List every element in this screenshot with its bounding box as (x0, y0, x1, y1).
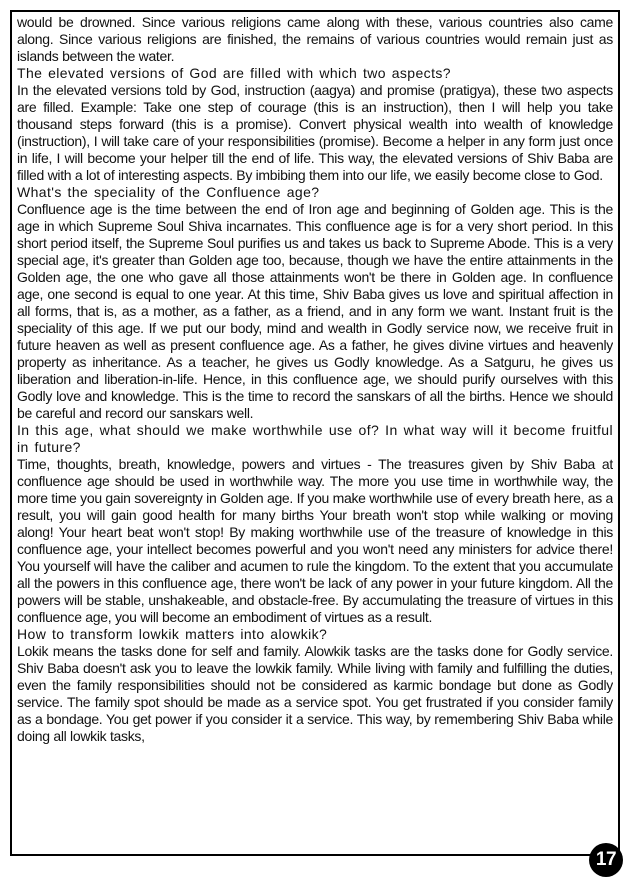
page-border (10, 10, 620, 856)
body-paragraph: would be drowned. Since various religions came along with these, various countries also came along. Since various religions are finished, the remains of various countries would remain just as islands between the water. (17, 14, 613, 64)
page-number-badge: 17 (589, 843, 623, 877)
question-heading: In this age, what should we make worthwhile use of? In what way will it become fruitful in future? (17, 422, 613, 455)
question-heading: How to transform lowkik matters into alowkik? (17, 626, 328, 642)
answer-paragraph: In the elevated versions told by God, instruction (aagya) and promise (pratigya), these two aspects are filled. Example: Take one step of courage (this is an instruction), then I will help you take thousand steps forward (this is a promise). Convert physical wealth into wealth of knowledge (instruction), I will take care of your responsibilities (promise). Become a helper in any form just once in life, I will become your helper till the end of life. This way, the elevated versions of Shiv Baba are filled with a lot of interesting aspects. By imbibing them into our life, we easily become close to God. (17, 82, 613, 183)
answer-paragraph: Lokik means the tasks done for self and family. Alowkik tasks are the tasks done for Godly service. Shiv Baba doesn't ask you to leave the lowkik family. While living with family and fulfilling the duties, even the family responsibilities should not be considered as karmic bondage but done as Godly service. The family spot should be made as a service spot. You get frustrated if you consider family as a bondage. You get power if you consider it a service. This way, by remembering Shiv Baba while doing all lowkik tasks, (17, 643, 613, 744)
question-heading: What's the speciality of the Confluence age? (17, 184, 320, 200)
question-heading: The elevated versions of God are filled with which two aspects? (17, 65, 451, 81)
answer-paragraph: Confluence age is the time between the end of Iron age and beginning of Golden age. This is the age in which Supreme Soul Shiva incarnates. This confluence age is for a very short period. In this short period itself, the Supreme Soul purifies us and takes us back to Supreme Abode. This is a very special age, it's greater than Golden age too, because, though we have the entire attainments in the Golden age, the one who gave all those attainments won't be there in Golden age. In confluence age, one second is equal to one year. At this time, Shiv Baba gives us love and spiritual affection in all forms, that is, as a mother, as a father, as a friend, and in any form we want. Instant fruit is the speciality of this age. If we put our body, mind and wealth in Godly service now, we receive fruit in future heaven as well as present confluence age. As a father, he gives divine virtues and heavenly property as inheritance. As a teacher, he gives us Godly knowledge. As a Satguru, he gives us liberation and liberation-in-life. Hence, in this confluence age, we should purify ourselves with this Godly love and knowledge. This is the time to record the sanskars of all the births. Hence we should be careful and record our sanskars well. (17, 201, 613, 421)
answer-paragraph: Time, thoughts, breath, knowledge, powers and virtues - The treasures given by Shiv Baba at confluence age should be used in worthwhile way. The more you use time in worthwhile way, the more time you gain sovereignty in Golden age. If you make worthwhile use of every breath here, as a result, you will gain good health for many births Your breath won't stop while walking or moving along! Your heart beat won't stop! By making worthwhile use of the treasure of knowledge in this confluence age, your intellect becomes powerful and you won't need any ministers for advice there! You yourself will have the caliber and acumen to rule the kingdom. To the extent that you accumulate all the powers in this confluence age, there won't be lack of any power in your future kingdom. All the powers will be stable, unshakeable, and obstacle-free. By accumulating the treasure of virtues in this confluence age, you will become an embodiment of virtues as a result. (17, 456, 613, 625)
text-content (17, 14, 613, 852)
